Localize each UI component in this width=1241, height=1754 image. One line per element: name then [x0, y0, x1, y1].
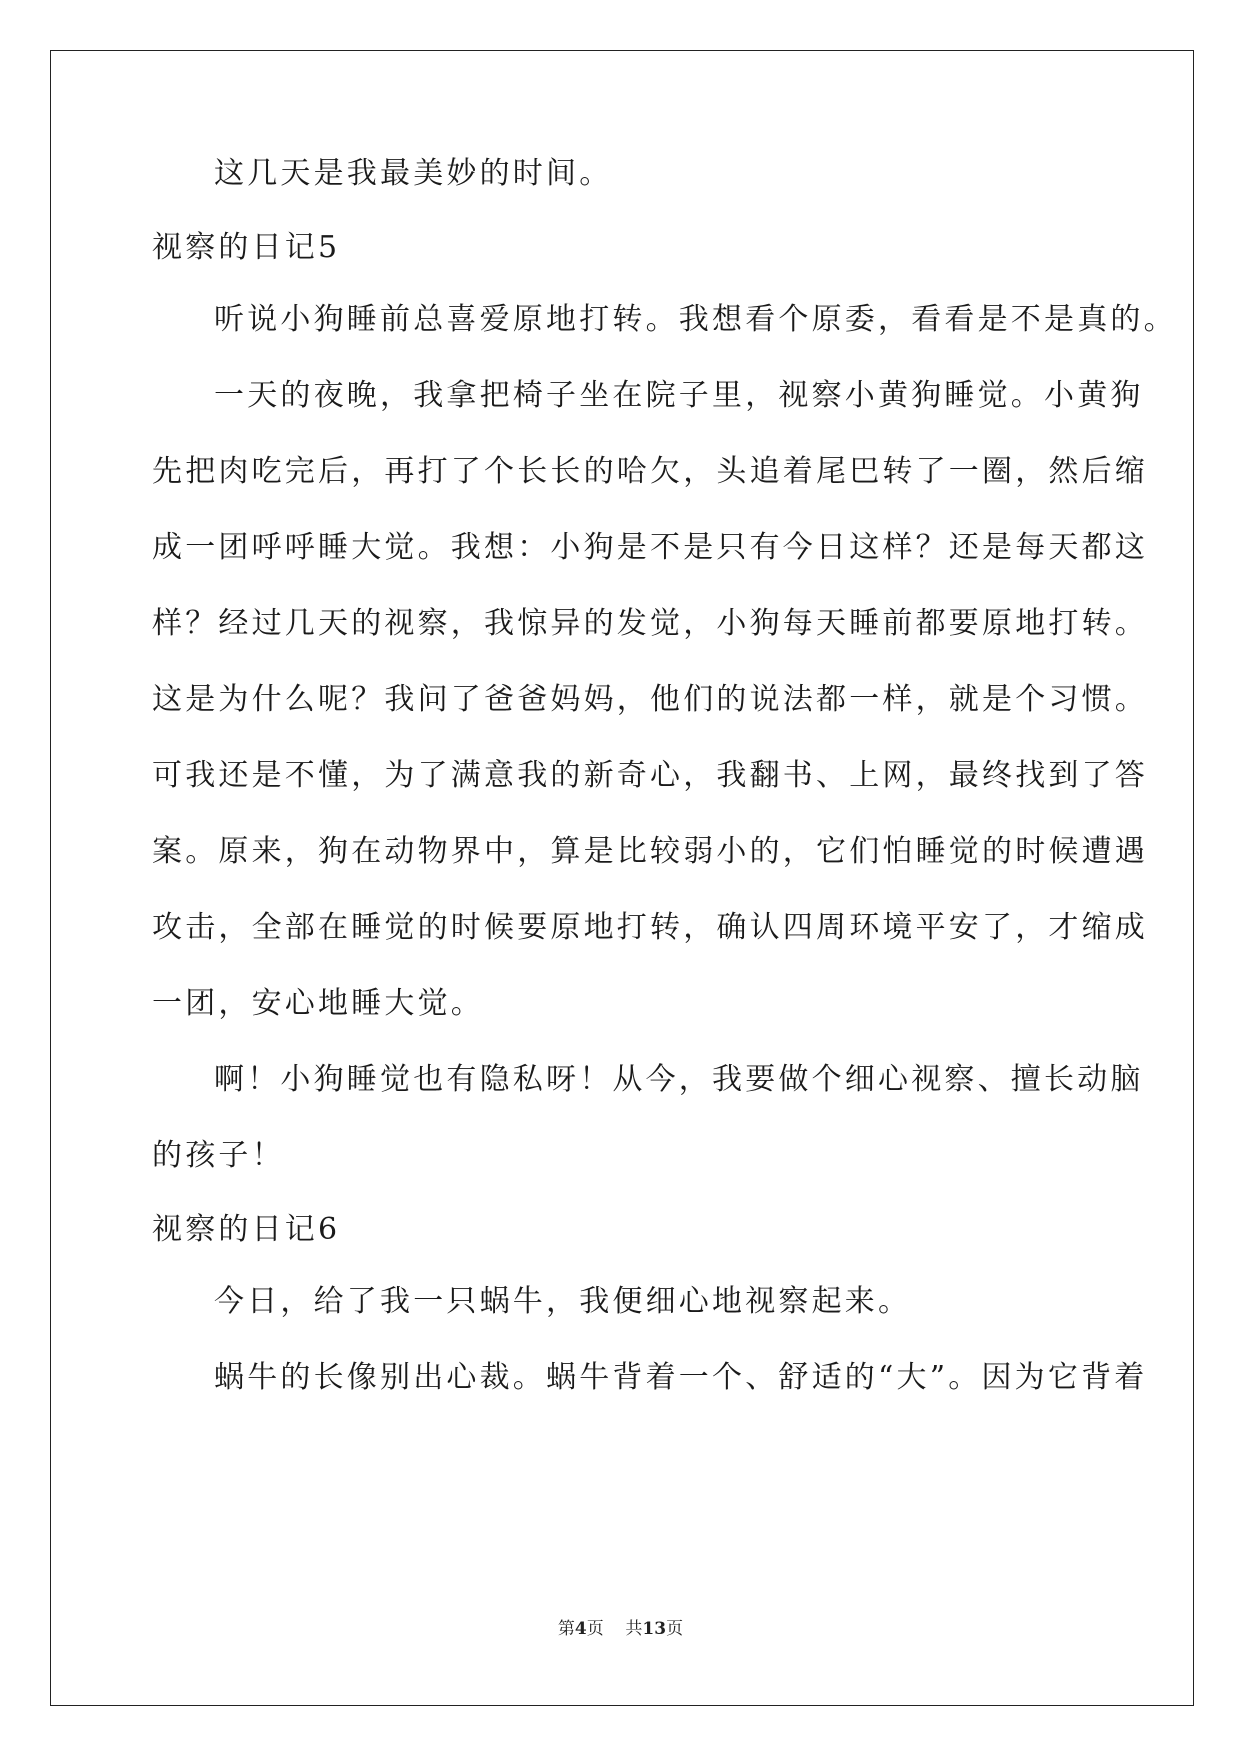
- paragraph-line: 啊！小狗睡觉也有隐私呀！从今，我要做个细心视察、擅长动脑: [214, 1062, 1144, 1097]
- section-heading: 视察的日记6: [152, 1212, 341, 1247]
- total-prefix: 共: [625, 1619, 643, 1639]
- paragraph-line: 可我还是不懂，为了满意我的新奇心，我翻书、上网，最终找到了答: [152, 758, 1148, 793]
- page-prefix: 第: [557, 1619, 575, 1639]
- paragraph-line: 蜗牛的长像别出心裁。蜗牛背着一个、舒适的“大”。因为它背着: [214, 1360, 1148, 1395]
- paragraph-line: 的孩子！: [152, 1138, 285, 1173]
- paragraph-line: 一团，安心地睡大觉。: [152, 986, 484, 1021]
- paragraph-line: 成一团呼呼睡大觉。我想：小狗是不是只有今日这样？还是每天都这: [152, 530, 1148, 565]
- paragraph-line: 先把肉吃完后，再打了个长长的哈欠，头追着尾巴转了一圈，然后缩: [152, 454, 1148, 489]
- page-footer: [0, 1614, 1241, 1639]
- page-border: [50, 50, 1194, 1706]
- section-heading: 视察的日记5: [152, 230, 341, 265]
- paragraph-line: 案。原来，狗在动物界中，算是比较弱小的，它们怕睡觉的时候遭遇: [152, 834, 1148, 869]
- total-suffix: 页: [666, 1619, 684, 1639]
- paragraph-line: 一天的夜晚，我拿把椅子坐在院子里，视察小黄狗睡觉。小黄狗: [214, 378, 1144, 413]
- paragraph-line: 这几天是我最美妙的时间。: [214, 156, 613, 191]
- paragraph-line: 听说小狗睡前总喜爱原地打转。我想看个原委，看看是不是真的。: [214, 302, 1177, 337]
- page-suffix: 页: [586, 1619, 604, 1639]
- paragraph-line: 攻击，全部在睡觉的时候要原地打转，确认四周环境平安了，才缩成: [152, 910, 1148, 945]
- paragraph-line: 今日，给了我一只蜗牛，我便细心地视察起来。: [214, 1284, 912, 1319]
- paragraph-line: 这是为什么呢？我问了爸爸妈妈，他们的说法都一样，就是个习惯。: [152, 682, 1148, 717]
- paragraph-line: 样？经过几天的视察，我惊异的发觉，小狗每天睡前都要原地打转。: [152, 606, 1148, 641]
- page-number: 4: [574, 1619, 587, 1639]
- total-pages: 13: [642, 1619, 667, 1639]
